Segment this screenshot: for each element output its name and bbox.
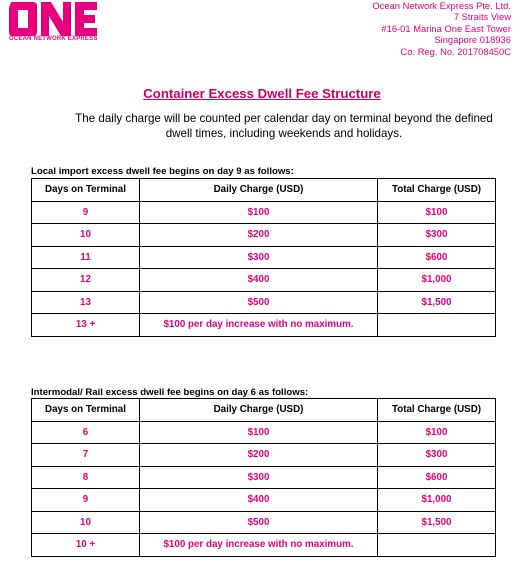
table-row (32, 511, 496, 534)
intermodal-rail-section-label: Intermodal/ Rail excess dwell fee begins on day 6 as follows: (31, 387, 309, 398)
cell-days: 10 + (32, 534, 140, 557)
cell-daily-charge: $200 (140, 444, 378, 467)
address-line-reg-no: Co. Reg. No. 201708450C (400, 45, 511, 57)
table-row (32, 444, 496, 467)
cell-daily-charge: $400 (140, 489, 378, 512)
cell-days: 11 (32, 246, 140, 269)
cell-total-charge: $1,500 (378, 511, 496, 534)
cell-total-charge: $100 (378, 201, 496, 224)
header-daily-charge: Daily Charge (USD) (140, 399, 378, 422)
cell-total-charge: $300 (378, 444, 496, 467)
header-days-on-terminal: Days on Terminal (32, 399, 140, 422)
cell-daily-charge: $300 (140, 246, 378, 269)
address-line-city: Singapore 018936 (434, 34, 511, 46)
header-days-on-terminal: Days on Terminal (32, 179, 140, 202)
cell-days: 9 (32, 489, 140, 512)
cell-daily-charge: $200 (140, 224, 378, 247)
cell-total-charge: $1,500 (378, 291, 496, 314)
cell-days: 12 (32, 269, 140, 292)
header-daily-charge: Daily Charge (USD) (140, 179, 378, 202)
cell-total-charge (378, 314, 496, 337)
cell-total-charge: $600 (378, 246, 496, 269)
cell-total-charge (378, 534, 496, 557)
local-import-fee-table (31, 178, 496, 337)
table-row (32, 201, 496, 224)
address-line-street: 7 Straits View (453, 11, 511, 23)
table-row (32, 246, 496, 269)
cell-daily-charge: $300 (140, 466, 378, 489)
address-line-company: Ocean Network Express Pte. Ltd. (372, 0, 511, 11)
cell-total-charge: $100 (378, 421, 496, 444)
cell-daily-charge: $100 (140, 421, 378, 444)
logo-tagline: OCEAN NETWORK EXPRESS (9, 36, 98, 42)
table-row (32, 314, 496, 337)
cell-days: 10 (32, 224, 140, 247)
cell-days: 6 (32, 421, 140, 444)
header-total-charge: Total Charge (USD) (378, 179, 496, 202)
table-row (32, 489, 496, 512)
cell-days: 10 (32, 511, 140, 534)
address-line-unit: #16-01 Marina One East Tower (381, 22, 511, 34)
cell-total-charge: $1,000 (378, 489, 496, 512)
cell-days: 8 (32, 466, 140, 489)
header-total-charge: Total Charge (USD) (378, 399, 496, 422)
intro-paragraph: The daily charge will be counted per calendar day on terminal beyond the defined dwell times, including weekends and holidays. (75, 112, 493, 140)
table-row (32, 269, 496, 292)
local-import-section-label: Local import excess dwell fee begins on day 9 as follows: (31, 166, 294, 177)
intermodal-rail-fee-table (31, 398, 496, 557)
one-logo-wordmark (9, 2, 97, 36)
cell-daily-charge: $100 per day increase with no maximum. (140, 314, 378, 337)
cell-total-charge: $300 (378, 224, 496, 247)
cell-daily-charge: $500 (140, 511, 378, 534)
table-header-row (32, 179, 496, 202)
cell-daily-charge: $500 (140, 291, 378, 314)
cell-daily-charge: $100 per day increase with no maximum. (140, 534, 378, 557)
cell-daily-charge: $400 (140, 269, 378, 292)
table-row (32, 224, 496, 247)
table-header-row (32, 399, 496, 422)
table-row (32, 466, 496, 489)
cell-days: 13 + (32, 314, 140, 337)
cell-total-charge: $1,000 (378, 269, 496, 292)
table-row (32, 291, 496, 314)
page-title: Container Excess Dwell Fee Structure (143, 86, 381, 101)
cell-days: 13 (32, 291, 140, 314)
cell-days: 9 (32, 201, 140, 224)
table-row (32, 421, 496, 444)
one-logo (9, 2, 109, 42)
table-row (32, 534, 496, 557)
cell-total-charge: $600 (378, 466, 496, 489)
cell-days: 7 (32, 444, 140, 467)
cell-daily-charge: $100 (140, 201, 378, 224)
company-address (372, 0, 511, 57)
